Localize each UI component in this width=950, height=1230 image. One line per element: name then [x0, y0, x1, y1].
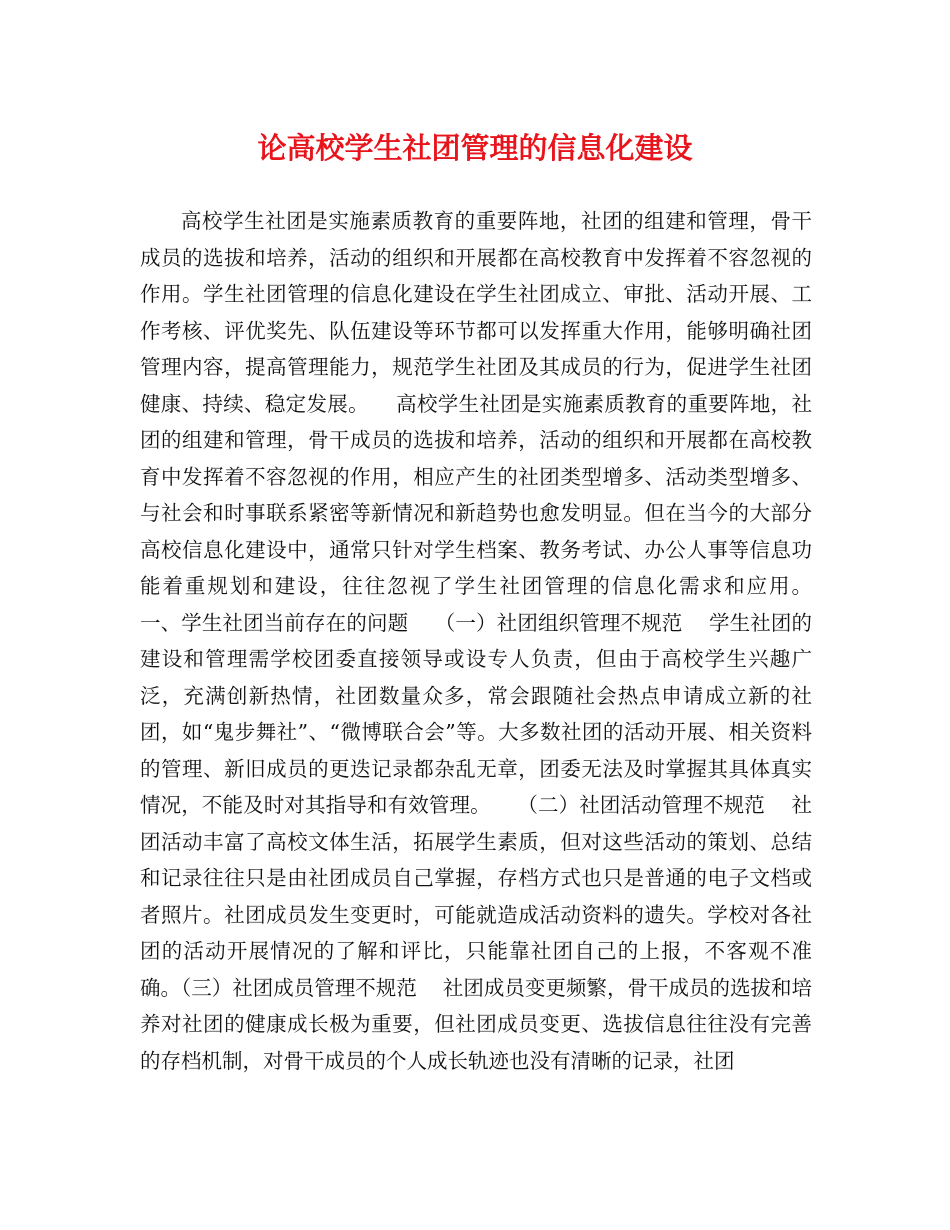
document-body: 高校学生社团是实施素质教育的重要阵地，社团的组建和管理，骨干成员的选拔和培养，活动的组织和开展都在高校教育中发挥着不容忽视的作用。学生社团管理的信息化建设在学生社团成立、审批、活动开展、工作考核、评优奖先、队伍建设等环节都可以发挥重大作用，能够明确社团管理内容，提高管理能力，规范学生社团及其成员的行为，促进学生社团健康、持续、稳定发展。 高校学生社团是实施素质教育的重要阵地，社团的组建和管理，骨干成员的选拔和培养，活动的组织和开展都在高校教育中发挥着不容忽视的作用，相应产生的社团类型增多、活动类型增多、与社会和时事联系紧密等新情况和新趋势也愈发明显。但在当今的大部分高校信息化建设中，通常只针对学生档案、教务考试、办公人事等信息功能着重规划和建设，往往忽视了学生社团管理的信息化需求和应用。 一、学生社团当前存在的问题 （一）社团组织管理不规范 学生社团的建设和管理需学校团委直接领导或设专人负责，但由于高校学生兴趣广泛，充满创新热情，社团数量众多，常会跟随社会热点申请成立新的社团，如“鬼步舞社”、“微博联合会”等。大多数社团的活动开展、相关资料的管理、新旧成员的更迭记录都杂乱无章，团委无法及时掌握其具体真实情况，不能及时对其指导和有效管理。 （二）社团活动管理不规范 社团活动丰富了高校文体生活，拓展学生素质，但对这些活动的策划、总结和记录往往只是由社团成员自己掌握，存档方式也只是普通的电子文档或者照片。社团成员发生变更时，可能就造成活动资料的遗失。学校对各社团的活动开展情况的了解和评比，只能靠社团自己的上报，不客观不准确。（三）社团成员管理不规范 社团成员变更频繁，骨干成员的选拔和培养对社团的健康成长极为重要，但社团成员变更、选拔信息往往没有完善的存档机制，对骨干成员的个人成长轨迹也没有清晰的记录，社团 — [140, 209, 839, 1073]
document-title: 论高校学生社团管理的信息化建设 — [257, 131, 693, 165]
